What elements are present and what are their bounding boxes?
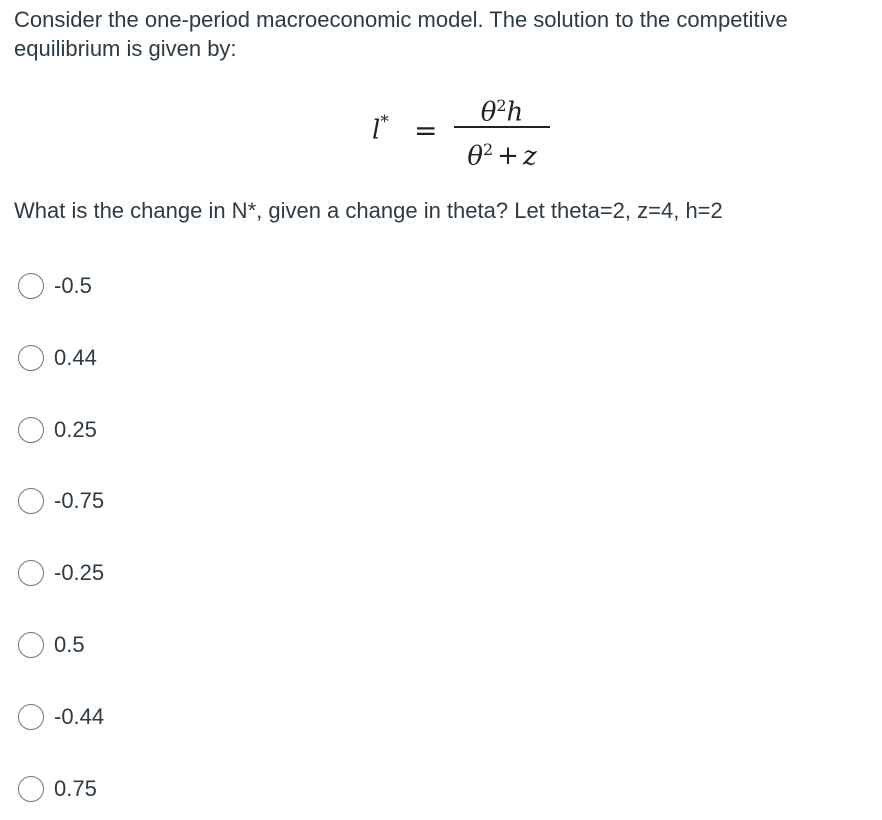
numerator-base: θ	[480, 97, 497, 128]
answer-label: 0.25	[54, 417, 97, 442]
lhs-superscript: *	[380, 112, 389, 132]
radio-button[interactable]	[18, 488, 44, 514]
denominator-rest: z	[522, 141, 537, 172]
answer-label: -0.75	[54, 488, 105, 513]
radio-button[interactable]	[18, 417, 44, 443]
radio-button[interactable]	[18, 704, 44, 730]
answer-label: 0.44	[54, 345, 97, 370]
numerator	[454, 86, 550, 126]
lhs-symbol: l	[372, 115, 381, 146]
question-text: What is the change in N*, given a change in theta? Let theta=2, z=4, h=2	[14, 198, 723, 223]
answer-option-6[interactable]	[18, 631, 85, 659]
answer-label: 0.5	[54, 632, 85, 657]
denominator-base: θ	[467, 141, 483, 172]
radio-button[interactable]	[18, 345, 44, 371]
answer-option-3[interactable]	[18, 416, 97, 444]
answer-label: 0.75	[54, 776, 97, 801]
answer-label: -0.44	[54, 704, 105, 729]
answer-option-2[interactable]	[18, 344, 97, 372]
denominator-exponent: 2	[482, 139, 494, 159]
question-intro: Consider the one-period macroeconomic model. The solution to the competitive equilibrium is given by:	[14, 7, 788, 61]
answer-option-5[interactable]	[18, 559, 104, 587]
radio-button[interactable]	[18, 776, 44, 802]
answer-label: -0.25	[54, 560, 105, 585]
answer-option-8[interactable]	[18, 775, 97, 803]
radio-button[interactable]	[18, 273, 44, 299]
answer-label: -0.5	[54, 273, 92, 298]
numerator-exponent: 2	[496, 96, 507, 115]
answer-option-7[interactable]	[18, 703, 104, 731]
denominator	[454, 128, 550, 170]
equation-lhs	[372, 114, 389, 146]
answer-option-4[interactable]	[18, 487, 104, 515]
fraction	[454, 86, 550, 170]
denominator-plus: +	[497, 141, 519, 172]
equals-sign: =	[414, 114, 438, 147]
radio-button[interactable]	[18, 632, 44, 658]
equation	[368, 84, 568, 184]
numerator-rest: h	[506, 97, 524, 128]
radio-button[interactable]	[18, 560, 44, 586]
answer-option-1[interactable]	[18, 272, 92, 300]
